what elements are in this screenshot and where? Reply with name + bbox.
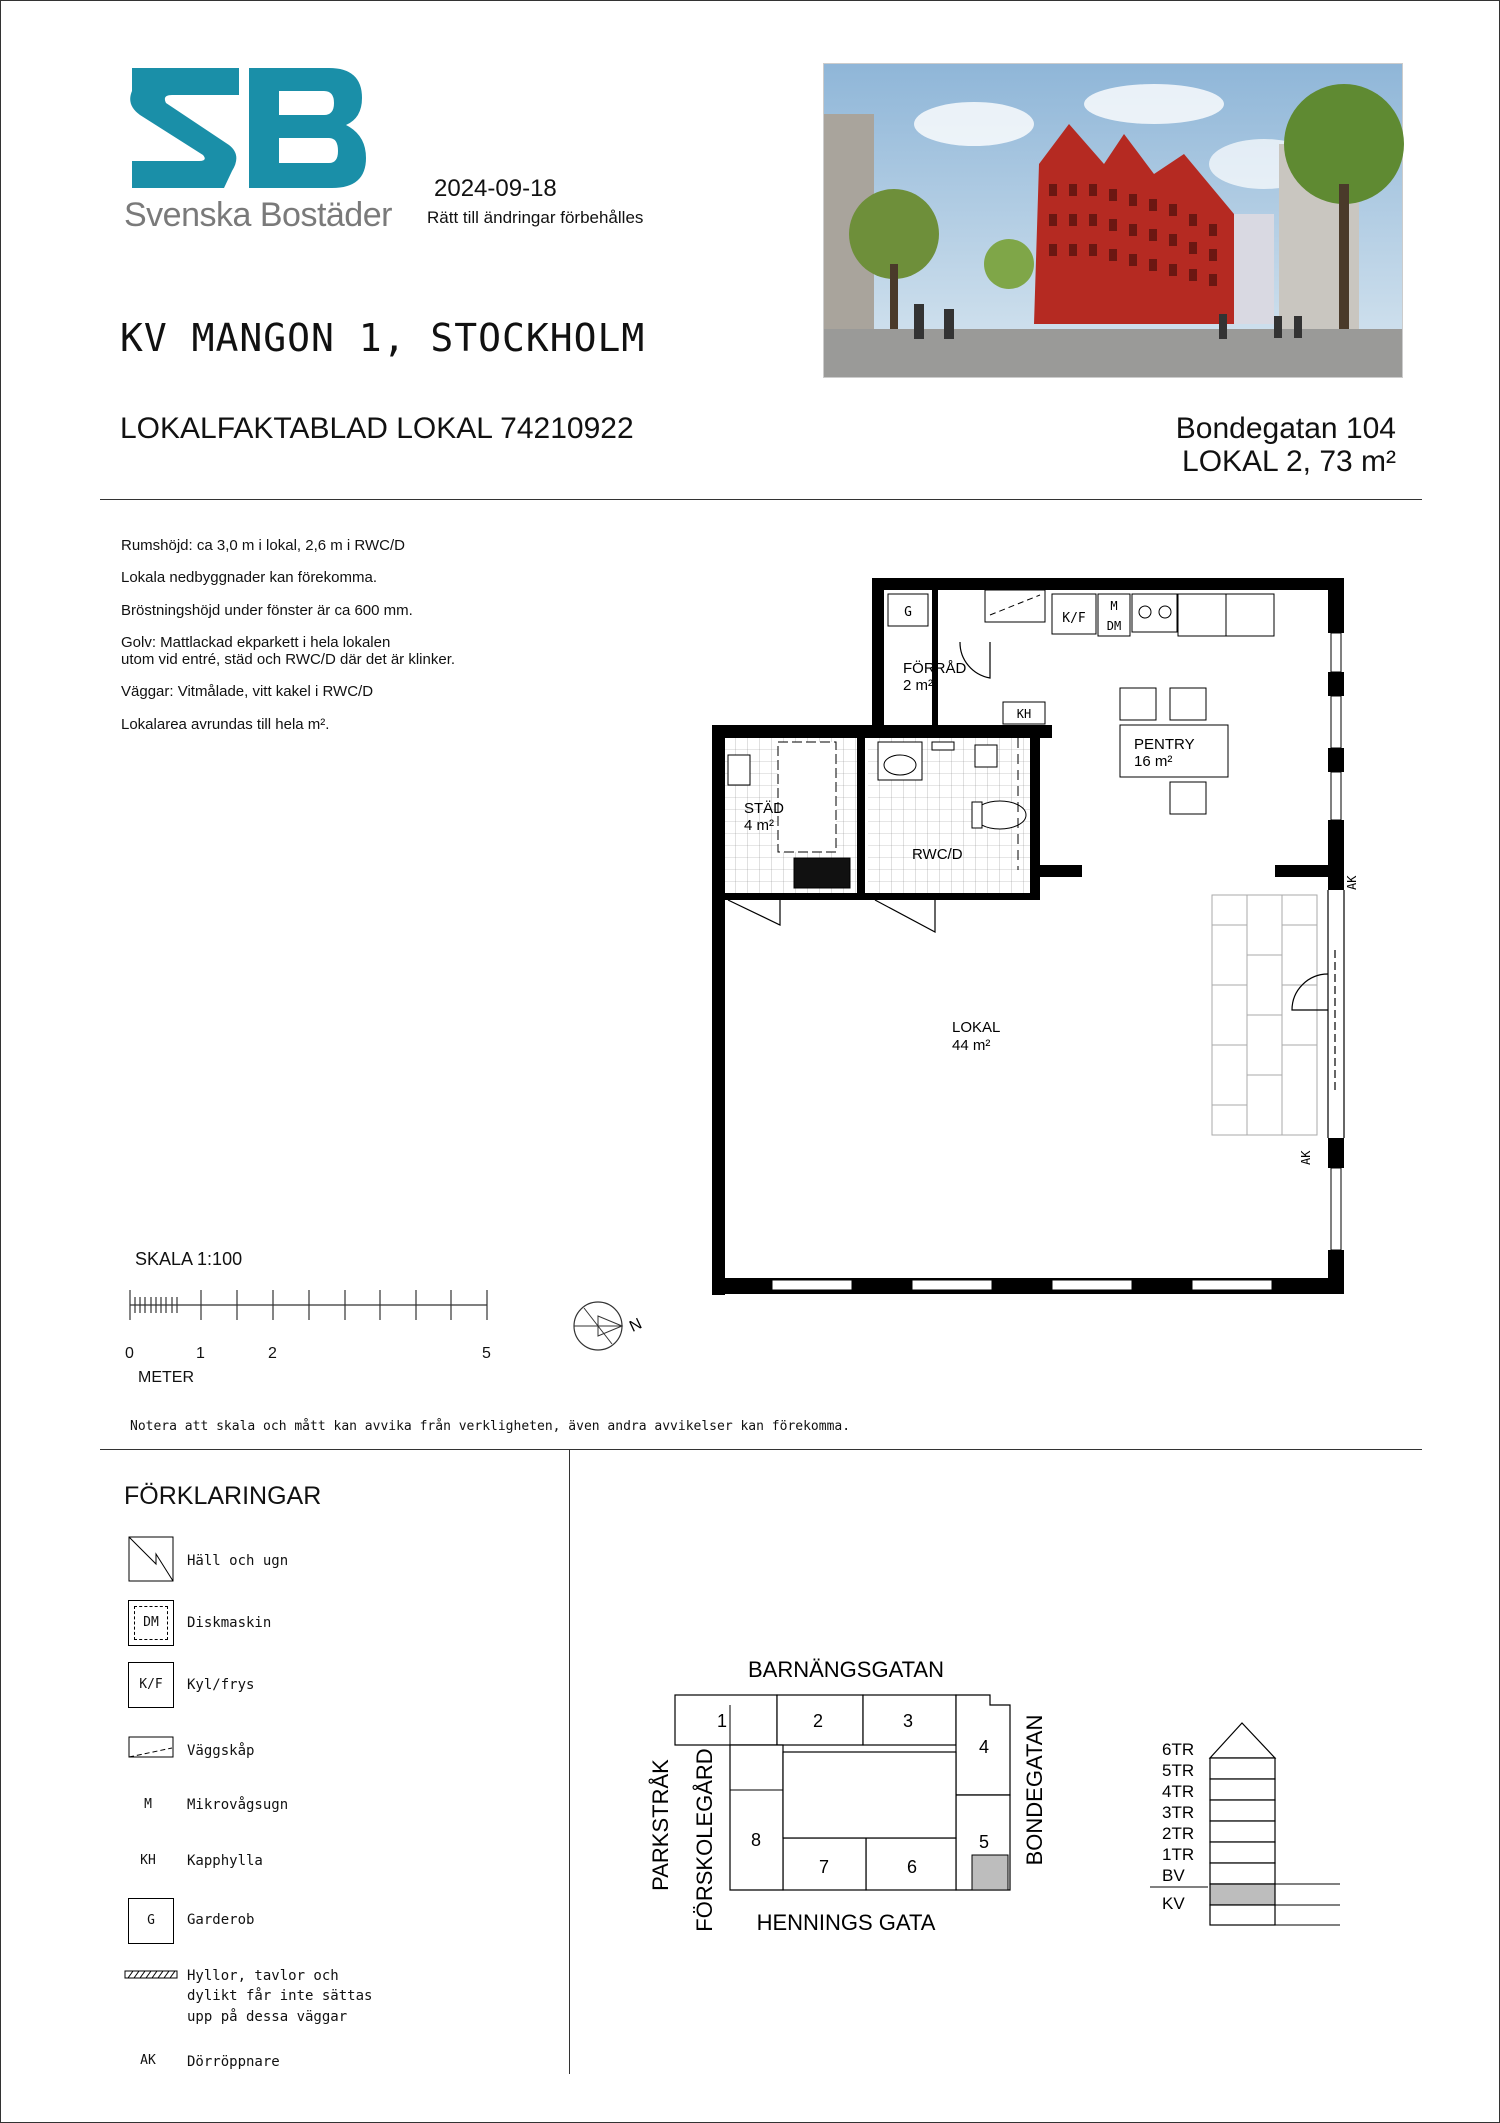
building-rendering (823, 63, 1403, 378)
legend-wardrobe: Garderob (187, 1912, 255, 1928)
legend-coat-rack: Kapphylla (187, 1853, 263, 1869)
label-ak-2: AK (1299, 1150, 1313, 1165)
legend-title: FÖRKLARINGAR (124, 1482, 322, 1510)
note-floor-1: Golv: Mattlackad ekparkett i hela lokalen (121, 633, 391, 651)
divider-vertical (569, 1450, 570, 2074)
label-forrad-area: 2 m² (903, 677, 933, 694)
floor-5tr: 5TR (1162, 1761, 1195, 1780)
street-south: HENNINGS GATA (756, 1910, 936, 1935)
legend-ak-abbr: AK (140, 2053, 156, 2068)
address-block (1176, 412, 1396, 478)
legend-no-mount-walls (187, 1966, 372, 2027)
label-stad: STÄD (744, 800, 785, 817)
label-kf: K/F (1062, 611, 1086, 626)
scale-tick-2: 2 (268, 1345, 277, 1362)
north-label: N (626, 1315, 645, 1336)
entrance-door (1292, 890, 1344, 1138)
street-east: BONDEGATAN (1022, 1714, 1047, 1866)
legend-dm-abbr: DM (143, 1615, 159, 1630)
label-ak-1: AK (1345, 875, 1359, 890)
block-label-7: 7 (818, 1857, 830, 1877)
label-stad-area: 4 m² (744, 817, 774, 834)
label-lokal-area: 44 m² (952, 1037, 991, 1054)
note-bulkheads: Lokala nedbyggnader kan förekomma. (121, 569, 377, 587)
label-kh: KH (1016, 707, 1032, 721)
scale-bar (125, 1285, 505, 1325)
scale-tick-0: 0 (125, 1345, 134, 1362)
site-plan (640, 1640, 1060, 1940)
legend-door-opener: Dörröppnare (187, 2054, 280, 2070)
floor-1tr: 1TR (1162, 1845, 1195, 1864)
property-title: KV MANGON 1, STOCKHOLM (120, 316, 646, 360)
legend-kf-abbr: K/F (139, 1677, 163, 1692)
block-label-5: 5 (978, 1832, 990, 1852)
divider-bottom (100, 1449, 1422, 1450)
note-walls: Väggar: Vitmålade, vitt kakel i RWC/D (121, 683, 374, 701)
fact-sheet-title: LOKALFAKTABLAD LOKAL 74210922 (120, 412, 634, 445)
document-date: 2024-09-18 (434, 175, 557, 202)
reservation-note: Rätt till ändringar förbehålles (427, 208, 644, 227)
walls (712, 578, 1344, 1295)
legend-no-mount-line2: dylikt får inte sättas (187, 1988, 373, 2005)
legend-wall-cabinet: Väggskåp (187, 1743, 255, 1759)
logo-text: Svenska Bostäder (124, 196, 392, 234)
note-sill-height: Bröstningshöjd under fönster är ca 600 mm. (121, 601, 413, 619)
legend-kh-abbr: KH (140, 1853, 156, 1868)
block-label-8: 8 (750, 1830, 762, 1850)
label-pentry: PENTRY (1134, 736, 1195, 753)
legend-no-mount-line1: Hyllor, tavlor och (187, 1968, 339, 1984)
label-lokal: LOKAL (952, 1019, 1001, 1036)
room-notes (121, 537, 455, 748)
floor-section (1150, 1715, 1350, 1925)
courtyard (783, 1752, 956, 1838)
label-pentry-area: 16 m² (1134, 753, 1173, 770)
kitchen-counter (985, 590, 1274, 636)
floor-6tr: 6TR (1162, 1740, 1195, 1759)
label-g: G (904, 605, 912, 620)
block-label-6: 6 (906, 1857, 918, 1877)
scale-tick-1: 1 (196, 1345, 205, 1362)
hob-oven-icon (128, 1536, 174, 1582)
legend-m-abbr: M (144, 1797, 152, 1812)
north-arrow (570, 1296, 650, 1356)
fridge-freezer-icon (128, 1662, 174, 1708)
scale-label: SKALA 1:100 (135, 1249, 243, 1269)
note-floor-2: utom vid entré, städ och RWC/D där det är klinker. (121, 651, 456, 668)
floor-plan (700, 570, 1359, 1300)
floor-kv: KV (1162, 1894, 1185, 1913)
dishwasher-icon (128, 1600, 174, 1646)
legend-g-abbr: G (147, 1913, 155, 1928)
legend-hob-oven: Häll och ugn (187, 1553, 289, 1569)
entrance-tiles (1212, 895, 1317, 1135)
legend-fridge-freezer: Kyl/frys (187, 1677, 255, 1693)
divider-top (100, 499, 1422, 500)
label-dm: DM (1106, 619, 1122, 633)
highlighted-unit (972, 1855, 1008, 1890)
block-8 (730, 1745, 783, 1890)
label-rwcd: RWC/D (912, 846, 963, 863)
street-address: Bondegatan 104 (1175, 412, 1396, 445)
street-west-forskolegard: FÖRSKOLEGÅRD (692, 1748, 717, 1932)
block-label-4: 4 (978, 1737, 990, 1757)
street-west-parkstrak: PARKSTRÅK (648, 1759, 673, 1891)
note-ceiling-height: Rumshöjd: ca 3,0 m i lokal, 2,6 m i RWC/D (121, 537, 405, 554)
block-label-1: 1 (716, 1711, 728, 1731)
scale-unit: METER (138, 1369, 194, 1386)
scale-tick-5: 5 (482, 1345, 491, 1362)
wardrobe-icon (128, 1898, 174, 1944)
label-m: M (1110, 599, 1118, 613)
floor-2tr: 2TR (1162, 1824, 1195, 1843)
legend-dishwasher: Diskmaskin (187, 1615, 272, 1631)
street-north: BARNÄNGSGATAN (748, 1657, 944, 1682)
note-area-rounding: Lokalarea avrundas till hela m². (121, 715, 330, 733)
floor-3tr: 3TR (1162, 1803, 1195, 1822)
disclaimer: Notera att skala och mått kan avvika från verkligheten, även andra avvikelser kan förekomma. (130, 1419, 851, 1434)
floor-4tr: 4TR (1162, 1782, 1195, 1801)
legend-microwave: Mikrovågsugn (187, 1797, 289, 1813)
wall-cabinet-icon (128, 1736, 174, 1766)
block-label-2: 2 (812, 1711, 824, 1731)
block-label-3: 3 (902, 1711, 914, 1731)
hatched-wall-icon (124, 1970, 178, 1980)
floor-bv: BV (1162, 1866, 1185, 1885)
legend-no-mount-line3: upp på dessa väggar (187, 2008, 348, 2025)
label-forrad: FÖRRÅD (903, 660, 967, 677)
unit-area: LOKAL 2, 73 m² (1182, 445, 1396, 478)
